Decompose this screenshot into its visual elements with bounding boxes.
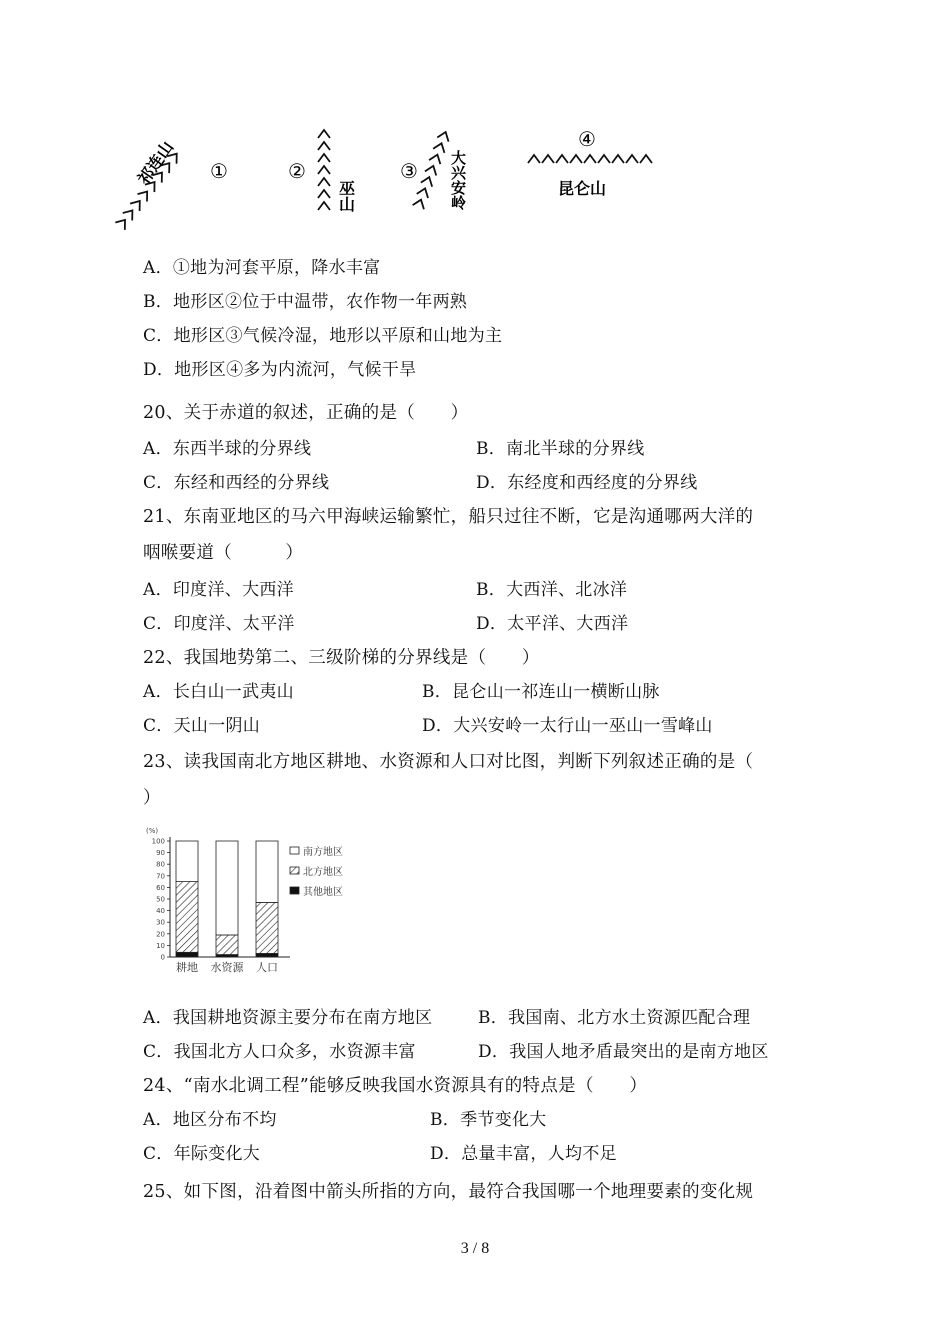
land-water-population-chart — [140, 825, 380, 985]
mountain-marker-4: ④ — [578, 127, 596, 151]
q24-option-d: D．总量丰富，人均不足 — [430, 1144, 617, 1164]
q24-option-a: A．地区分布不均 — [143, 1110, 277, 1130]
q21-stem-line1: 21、东南亚地区的马六甲海峡运输繁忙，船只过往不断，它是沟通哪两大洋的 — [143, 507, 754, 527]
wushan-mountain-symbol — [288, 130, 356, 213]
y-axis-label: (%) — [146, 827, 159, 835]
bar-segment — [176, 952, 198, 957]
legend-swatch — [290, 847, 299, 854]
q22-option-b: B．昆仑山一祁连山一横断山脉 — [422, 682, 660, 702]
bar-segment — [216, 935, 238, 955]
bar-segment — [256, 841, 278, 902]
bar-segment — [256, 902, 278, 953]
mountain-marker-2: ② — [288, 159, 306, 183]
q20-option-c: C．东经和西经的分界线 — [143, 473, 330, 493]
q24-option-b: B．季节变化大 — [430, 1110, 547, 1130]
page-number: 3 / 8 — [460, 1240, 490, 1257]
legend-label: 南方地区 — [303, 847, 343, 858]
y-tick-label: 20 — [156, 930, 165, 939]
q20-option-b: B．南北半球的分界线 — [476, 439, 645, 459]
legend-swatch — [290, 867, 299, 874]
y-tick-label: 50 — [156, 895, 165, 904]
q21-stem-line2: 咽喉要道（ ） — [143, 543, 304, 563]
q23-option-c: C．我国北方人口众多，水资源丰富 — [143, 1042, 416, 1062]
q24-stem: 24、“南水北调工程”能够反映我国水资源具有的特点是（ ） — [143, 1076, 648, 1096]
q22-option-d: D．大兴安岭一太行山一巫山一雪峰山 — [422, 716, 713, 736]
q21-option-b: B．大西洋、北冰洋 — [476, 580, 628, 600]
kunlun-mountain-symbol — [528, 127, 652, 198]
y-tick-label: 100 — [151, 837, 165, 846]
bar-segment — [176, 882, 198, 953]
q24-option-c: C．年际变化大 — [143, 1144, 261, 1164]
mountain-range-figure — [0, 0, 950, 240]
y-tick-label: 80 — [156, 860, 165, 869]
q19-option-a: A．①地为河套平原，降水丰富 — [143, 258, 381, 278]
mountain-name-4: 昆仑山 — [558, 179, 607, 198]
q19-option-b: B．地形区②位于中温带，农作物一年两熟 — [143, 292, 468, 312]
mountain-marker-1: ① — [210, 159, 228, 183]
q21-option-c: C．印度洋、太平洋 — [143, 614, 295, 634]
q20-option-a: A．东西半球的分界线 — [143, 439, 312, 459]
q25-stem-line1: 25、如下图，沿着图中箭头所指的方向，最符合我国哪一个地理要素的变化规 — [143, 1182, 754, 1202]
q20-option-d: D．东经度和西经度的分界线 — [476, 473, 698, 493]
q23-option-d: D．我国人地矛盾最突出的是南方地区 — [478, 1042, 769, 1062]
q23-stem-line1: 23、读我国南北方地区耕地、水资源和人口对比图，判断下列叙述正确的是（ — [143, 752, 754, 772]
y-tick-label: 90 — [156, 849, 165, 858]
y-tick-label: 70 — [156, 872, 165, 881]
y-tick-label: 10 — [156, 941, 165, 950]
q22-option-c: C．天山一阴山 — [143, 716, 261, 736]
bar-segment — [176, 841, 198, 882]
q19-option-d: D．地形区④多为内流河，气候干旱 — [143, 360, 417, 380]
q19-option-c: C．地形区③气候冷湿，地形以平原和山地为主 — [143, 326, 503, 346]
x-category-label: 耕地 — [176, 961, 198, 974]
x-category-label: 人口 — [256, 961, 278, 974]
x-category-label: 水资源 — [210, 961, 244, 974]
y-tick-label: 30 — [156, 918, 165, 927]
y-tick-label: 0 — [160, 953, 165, 962]
q21-option-d: D．太平洋、大西洋 — [476, 614, 629, 634]
y-tick-label: 40 — [156, 907, 165, 916]
bar-segment — [256, 954, 278, 957]
legend-label: 其他地区 — [303, 887, 343, 898]
mountain-name-2: 巫山 — [336, 180, 356, 212]
q23-stem-line2: ） — [143, 788, 161, 808]
legend-swatch — [290, 887, 299, 894]
q20-stem: 20、关于赤道的叙述，正确的是（ ） — [143, 403, 469, 423]
qilian-mountain-symbol — [115, 138, 228, 230]
mountain-name-3: 大兴安岭 — [449, 150, 467, 210]
mountain-marker-3: ③ — [400, 159, 418, 183]
legend-label: 北方地区 — [303, 867, 343, 878]
y-tick-label: 60 — [156, 883, 165, 892]
q23-option-b: B．我国南、北方水土资源匹配合理 — [478, 1008, 751, 1028]
daxinganling-mountain-symbol — [400, 130, 467, 211]
bar-segment — [216, 841, 238, 935]
q22-option-a: A．长白山一武夷山 — [143, 682, 294, 702]
mountain-name-1: 祁连山 — [133, 137, 178, 188]
q21-option-a: A．印度洋、大西洋 — [143, 580, 294, 600]
q22-stem: 22、我国地势第二、三级阶梯的分界线是（ ） — [143, 648, 540, 668]
q23-option-a: A．我国耕地资源主要分布在南方地区 — [143, 1008, 433, 1028]
